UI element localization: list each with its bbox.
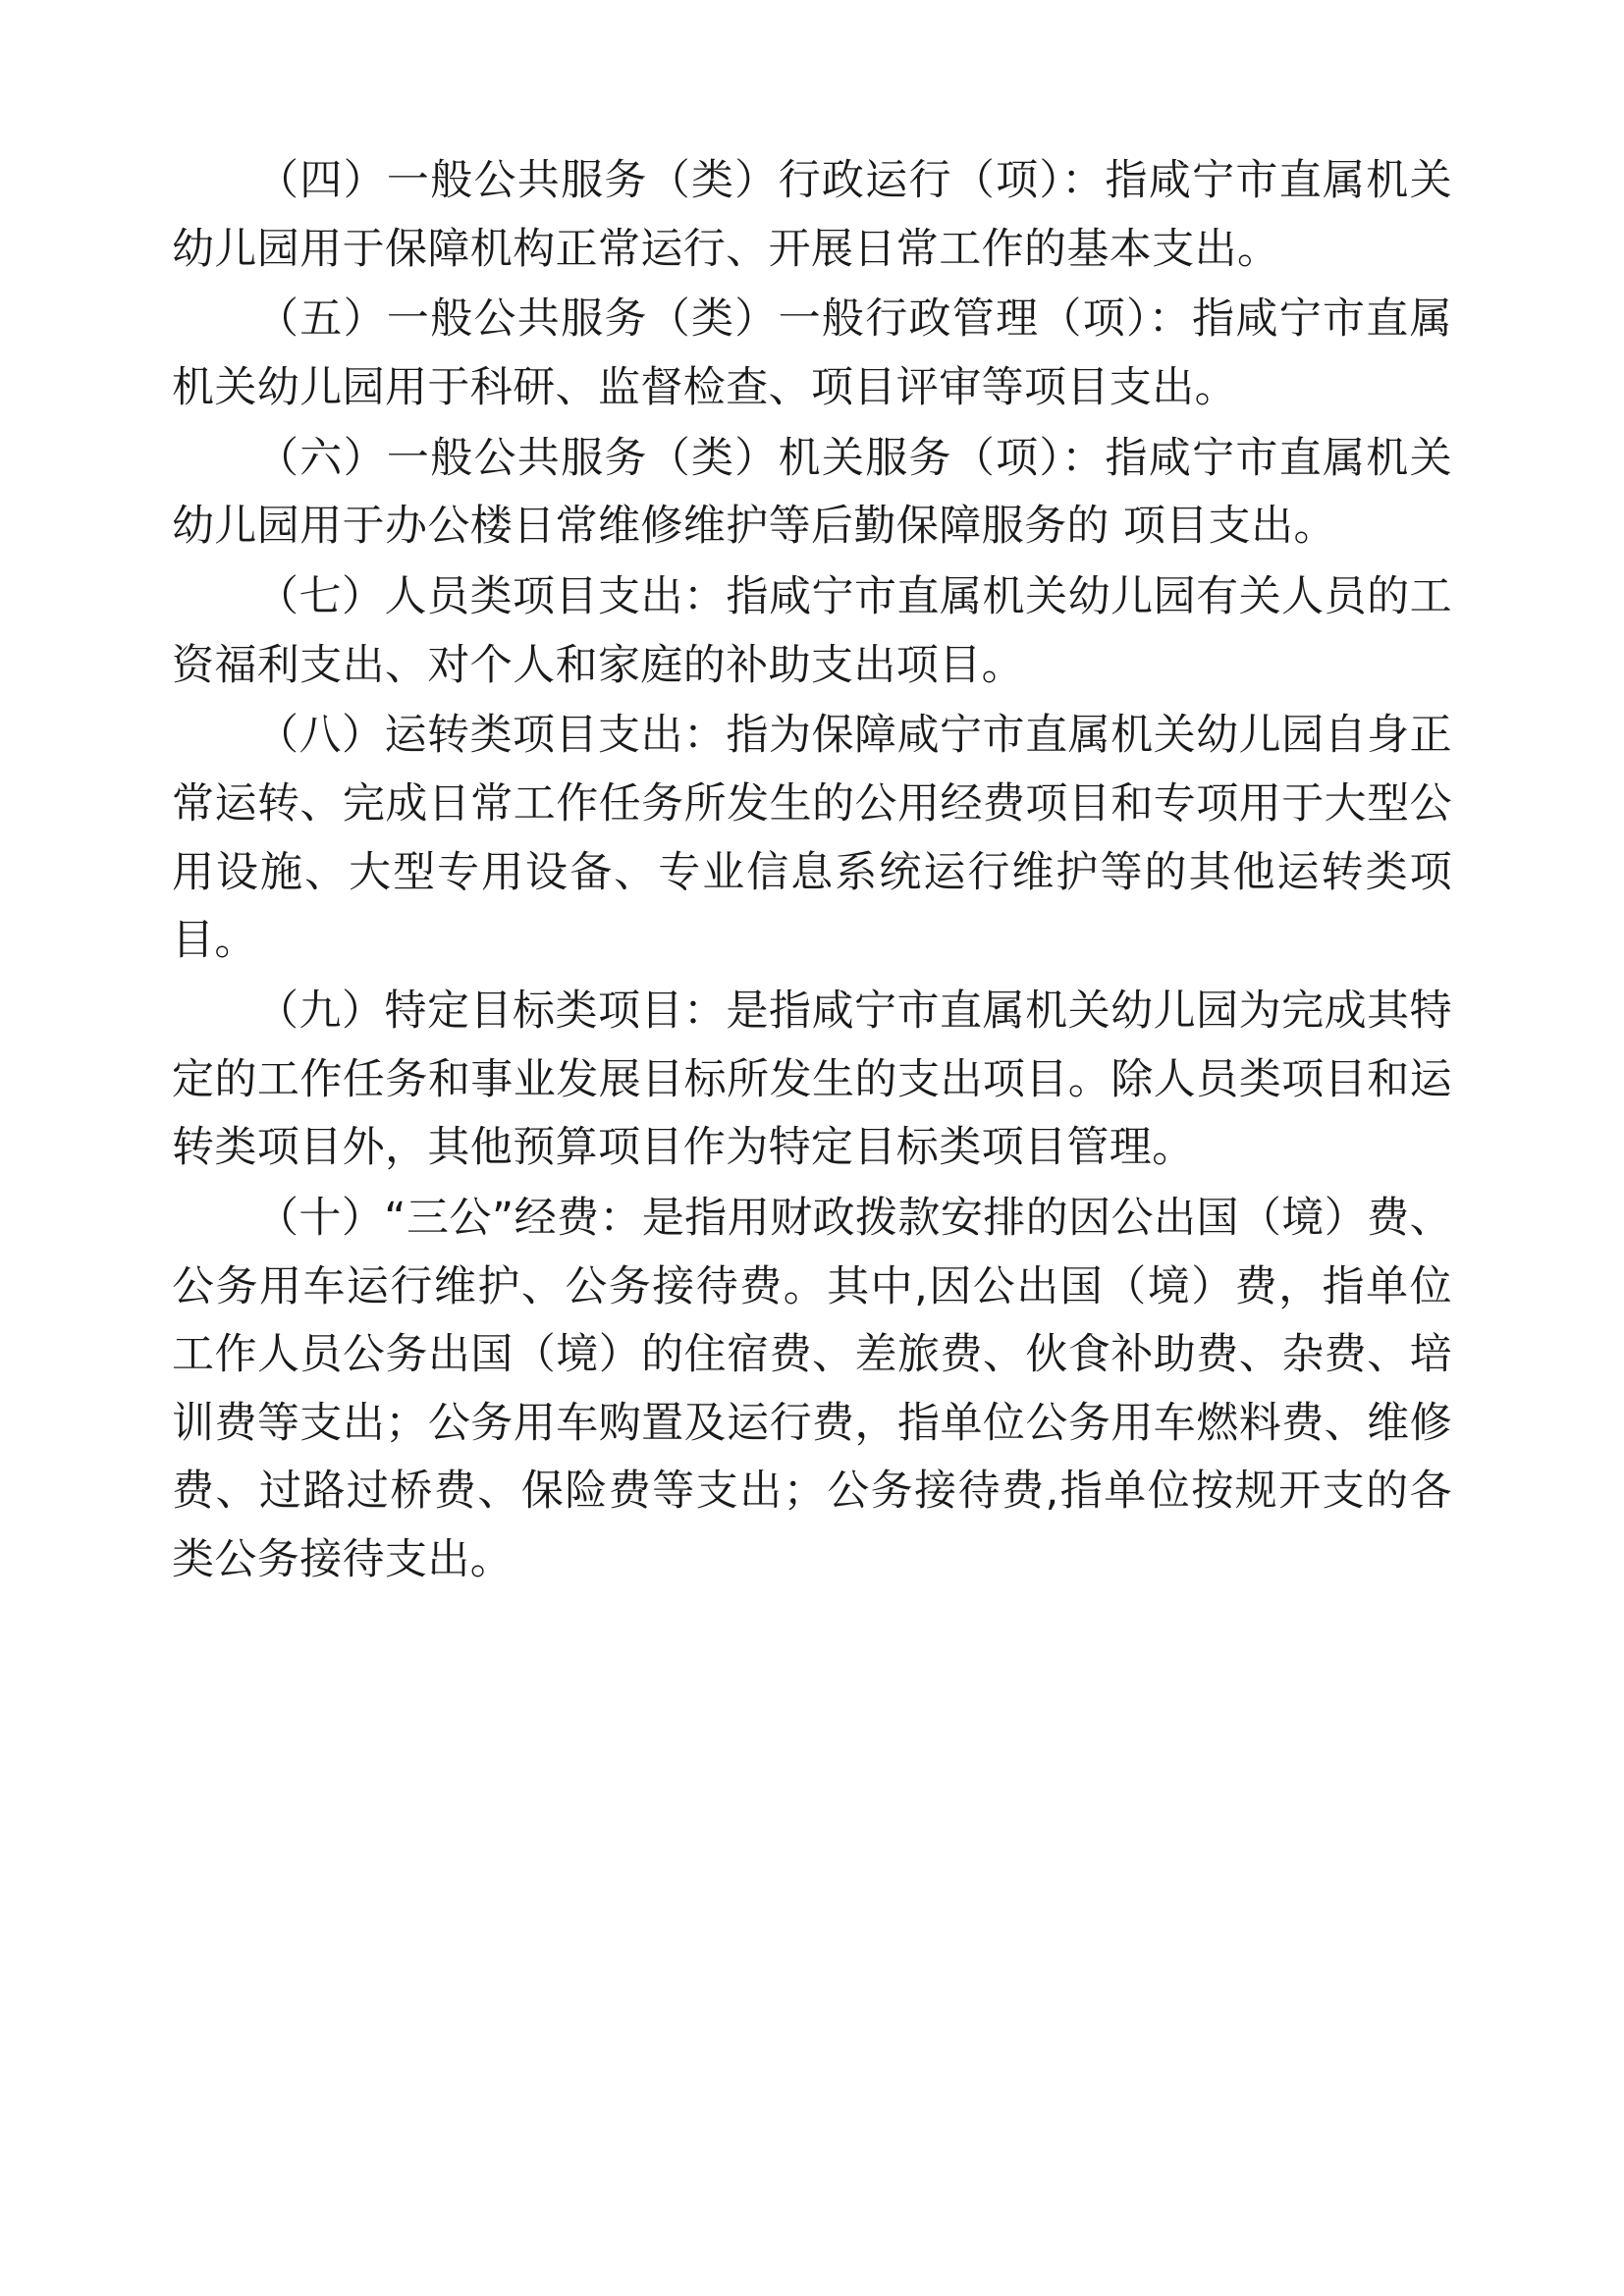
paragraph-9: （九）特定目标类项目：是指咸宁市直属机关幼儿园为完成其特定的工作任务和事业发展目标所发生的支出项目。除人员类项目和运转类项目外，其他预算项目作为特定目标类项目管理。	[172, 986, 1452, 1173]
paragraph-10: （十）“三公”经费：是指用财政拨款安排的因公出国（境）费、公务用车运行维护、公务接待费。其中,因公出国（境）费，指单位工作人员公务出国（境）的住宿费、差旅费、伙食补助费、杂费、培训费等支出；公务用车购置及运行费，指单位公务用车燃料费、维修费、过路过桥费、保险费等支出；公务接待费,指单位按规开支的各类公务接待支出。	[172, 1193, 1452, 1585]
paragraph-5: （五）一般公共服务（类）一般行政管理（项）：指咸宁市直属机关幼儿园用于科研、监督检查、项目评审等项目支出。	[172, 294, 1452, 412]
paragraph-8: （八）运转类项目支出：指为保障咸宁市直属机关幼儿园自身正常运转、完成日常工作任务所发生的公用经费项目和专项用于大型公用设施、大型专用设备、专业信息系统运行维护等的其他运转类项目。	[172, 711, 1452, 966]
document-body	[172, 147, 1452, 1595]
paragraph-7: （七）人员类项目支出：指咸宁市直属机关幼儿园有关人员的工资福利支出、对个人和家庭的补助支出项目。	[172, 571, 1452, 690]
paragraph-4: （四）一般公共服务（类）行政运行（项）：指咸宁市直属机关幼儿园用于保障机构正常运行、开展日常工作的基本支出。	[172, 156, 1452, 274]
paragraph-6: （六）一般公共服务（类）机关服务（项）：指咸宁市直属机关幼儿园用于办公楼日常维修维护等后勤保障服务的 项目支出。	[172, 433, 1452, 552]
